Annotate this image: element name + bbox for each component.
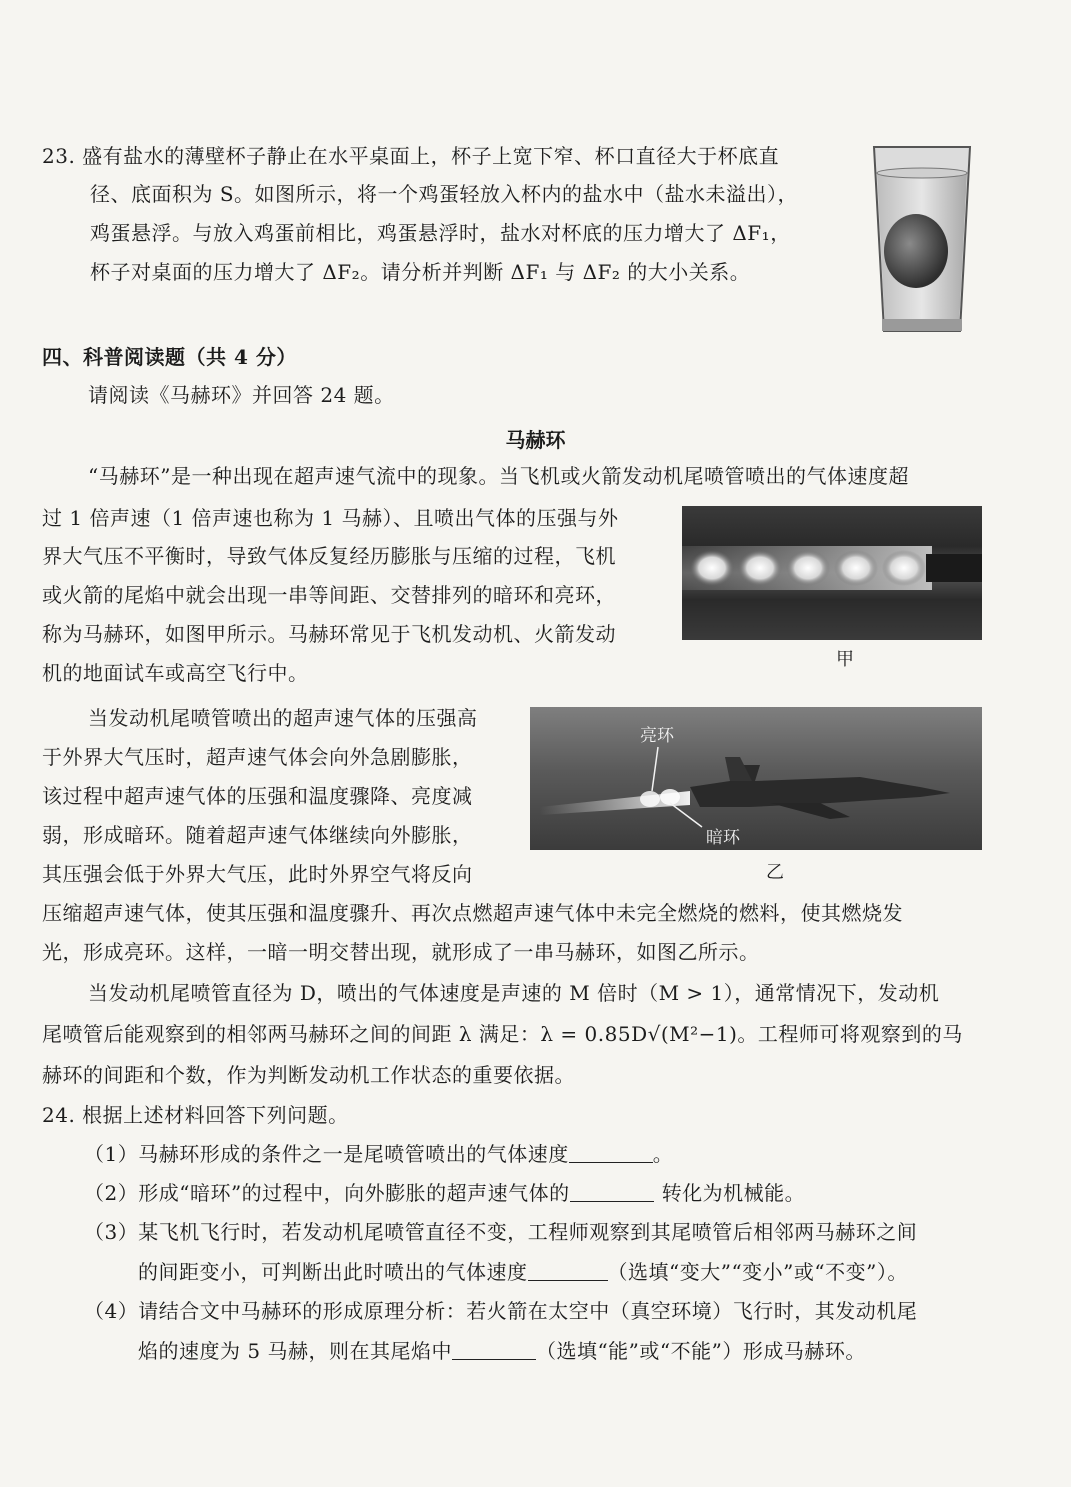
q24-sub2-end: 转化为机械能。 (661, 1181, 806, 1205)
passage-line: 于外界大气压时，超声速气体会向外急剧膨胀， (42, 745, 473, 769)
passage-line: 过 1 倍声速（1 倍声速也称为 1 马赫）、且喷出气体的压强与外 (42, 506, 619, 530)
q24-sub4-line2 (138, 1338, 866, 1364)
reading-instruction: 请阅读《马赫环》并回答 24 题。 (88, 383, 395, 407)
passage-line: 弱，形成暗环。随着超声速气体继续向外膨胀， (42, 823, 473, 847)
figure-yi-jet-photo (530, 707, 982, 850)
passage-line: 赫环的间距和个数，作为判断发动机工作状态的重要依据。 (42, 1063, 575, 1087)
answer-blank-1[interactable] (569, 1142, 653, 1163)
passage-line: 当发动机尾喷管直径为 D，喷出的气体速度是声速的 M 倍时（M > 1），通常情况下，发动机 (88, 981, 940, 1005)
passage-line: 该过程中超声速气体的压强和温度骤降、亮度减 (42, 784, 473, 808)
answer-blank-3[interactable] (528, 1260, 608, 1281)
q24-sub3-line2 (138, 1259, 908, 1285)
passage-line: 尾喷管后能观察到的相邻两马赫环之间的间距 λ 满足：λ = 0.85D√(M²−1)。工程师可将观察到的马 (42, 1022, 963, 1046)
q24-sub3-end: （选填“变大”“变小”或“不变”）。 (607, 1260, 908, 1284)
q24-sub1 (84, 1141, 673, 1167)
figure-jia-exhaust-photo (682, 506, 982, 640)
passage-line: 界大气压不平衡时，导致气体反复经历膨胀与压缩的过程，飞机 (42, 544, 616, 568)
figure-yi-caption: 乙 (766, 862, 784, 883)
section-heading: 四、科普阅读题（共 4 分） (42, 345, 297, 369)
q24-sub2-text: （2）形成“暗环”的过程中，向外膨胀的超声速气体的 (84, 1181, 570, 1205)
passage-line: “马赫环”是一种出现在超声速气流中的现象。当飞机或火箭发动机尾喷管喷出的气体速度超 (88, 464, 909, 488)
q24-sub3-line1: （3）某飞机飞行时，若发动机尾喷管直径不变，工程师观察到其尾喷管后相邻两马赫环之间 (84, 1220, 918, 1244)
passage-line: 光，形成亮环。这样，一暗一明交替出现，就形成了一串马赫环，如图乙所示。 (42, 940, 760, 964)
passage-line: 压缩超声速气体，使其压强和温度骤升、再次点燃超声速气体中未完全燃烧的燃料，使其燃烧发 (42, 901, 903, 925)
figure-jia-caption: 甲 (836, 649, 854, 670)
q23-line-3: 鸡蛋悬浮。与放入鸡蛋前相比，鸡蛋悬浮时，盐水对杯底的压力增大了 ΔF₁， (90, 221, 791, 245)
passage-line: 机的地面试车或高空飞行中。 (42, 661, 309, 685)
q24-sub3-text: 的间距变小，可判断出此时喷出的气体速度 (138, 1260, 528, 1284)
q24-sub4-text: 焰的速度为 5 马赫，则在其尾焰中 (138, 1339, 452, 1363)
q24-sub4-line1: （4）请结合文中马赫环的形成原理分析：若火箭在太空中（真空环境）飞行时，其发动机尾 (84, 1299, 918, 1323)
q24-sub1-text: （1）马赫环形成的条件之一是尾喷管喷出的气体速度 (84, 1142, 569, 1166)
passage-line: 或火箭的尾焰中就会出现一串等间距、交替排列的暗环和亮环， (42, 583, 616, 607)
answer-blank-2[interactable] (570, 1181, 654, 1202)
q24-stem: 24. 根据上述材料回答下列问题。 (42, 1103, 349, 1127)
q23-line-2: 径、底面积为 S。如图所示，将一个鸡蛋轻放入杯内的盐水中（盐水未溢出）， (90, 182, 799, 206)
q23-line-4: 杯子对桌面的压力增大了 ΔF₂。请分析并判断 ΔF₁ 与 ΔF₂ 的大小关系。 (90, 260, 751, 284)
passage-line: 其压强会低于外界大气压，此时外界空气将反向 (42, 862, 473, 886)
q24-sub2 (84, 1180, 805, 1206)
label-dark-ring: 暗环 (706, 828, 740, 848)
article-title: 马赫环 (505, 428, 566, 452)
label-bright-ring: 亮环 (640, 726, 674, 746)
glass-egg-image (872, 143, 972, 335)
passage-line: 当发动机尾喷管喷出的超声速气体的压强高 (88, 706, 478, 730)
passage-line: 称为马赫环，如图甲所示。马赫环常见于飞机发动机、火箭发动 (42, 622, 616, 646)
q24-sub1-end: 。 (652, 1142, 674, 1166)
q23-line-1: 23. 盛有盐水的薄壁杯子静止在水平桌面上，杯子上宽下窄、杯口直径大于杯底直 (42, 144, 780, 168)
q24-sub4-end: （选填“能”或“不能”）形成马赫环。 (535, 1339, 866, 1363)
answer-blank-4[interactable] (452, 1339, 536, 1360)
